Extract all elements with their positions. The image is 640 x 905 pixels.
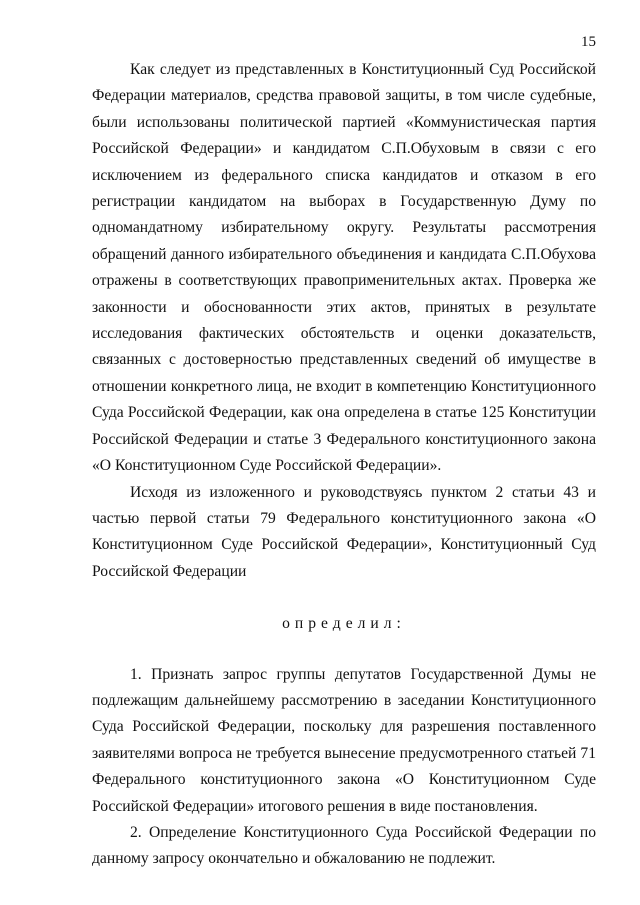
resolution-item-2: 2. Определение Конституционного Суда Российской Федерации по данному запросу окончательно и обжалованию не подлежит. <box>92 823 596 868</box>
paragraph-reasoning: Как следует из представленных в Конституционный Суд Российской Федерации материалов, средства правовой защиты, в том числе судебные, были использованы политической партией «Коммунистическая партия Российской Федерации» и кандидатом С.П.Обуховым в связи с его исключением из федерального списка кандидатов и отказом в его регистрации кандидатом на выборах в Государственную Думу по одномандатному избирательному округу. Результаты рассмотрения обращений данного избирательного объединения и кандидата С.П.Обухова отражены в соответствующих правоприменительных актах. Проверка же законности и обоснованности этих актов, принятых в результате исследования фактических обстоятельств и оценки доказательств, связанных с достоверностью представленных сведений об имуществе в отношении конкретного лица, не входит в компетенцию Конституционного Суда Российской Федерации, как она определена в статье 125 Конституции Российской Федерации и статье 3 Федерального конституционного закона «О Конституционном Суде Российской Федерации». <box>92 61 596 475</box>
decision-heading: определил: <box>282 615 406 633</box>
page-number: 15 <box>581 34 596 50</box>
document-body <box>92 57 596 873</box>
resolution-item-1: 1. Признать запрос группы депутатов Государственной Думы не подлежащим дальнейшему рассмотрению в заседании Конституционного Суда Российской Федерации, поскольку для разрешения поставленного заявителями вопроса не требуется вынесение предусмотренного статьей 71 Федерального конституционного закона «О Конституционном Суде Российской Федерации» итогового решения в виде постановления. <box>92 665 596 815</box>
paragraph-basis: Исходя из изложенного и руководствуясь пунктом 2 статьи 43 и частью первой статьи 79 Федерального конституционного закона «О Конституционном Суде Российской Федерации», Конституционный Суд Российской Федерации <box>92 483 596 580</box>
